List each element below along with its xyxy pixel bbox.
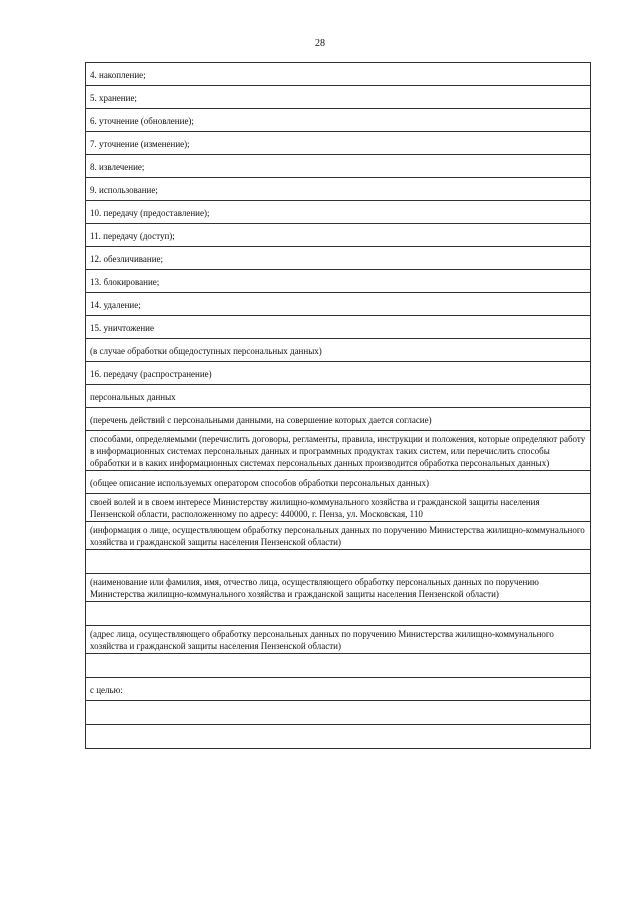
- table-cell: 8. извлечение;: [86, 155, 591, 178]
- table-row: [86, 86, 591, 109]
- table-row-empty: [86, 701, 591, 725]
- table-row-empty: [86, 725, 591, 749]
- table-cell: [86, 654, 591, 678]
- table-cell: способами, определяемыми (перечислить договоры, регламенты, правила, инструкции и положения, которые определяют работу в информационных системах персональных данных и программных продуктах таких систем, или перечислить способы обработки и в каких информационных системах персональных данных производится обработка персональных данных): [86, 431, 591, 471]
- table-cell: 11. передачу (доступ);: [86, 224, 591, 247]
- table-row-empty: [86, 654, 591, 678]
- table-row: [86, 408, 591, 431]
- table-row: [86, 155, 591, 178]
- table-cell: 9. использование;: [86, 178, 591, 201]
- table-cell: [86, 550, 591, 574]
- table-row: [86, 293, 591, 316]
- table-cell: (общее описание используемых оператором способов обработки персональных данных): [86, 471, 591, 494]
- table-row: [86, 574, 591, 602]
- table-cell: 12. обезличивание;: [86, 247, 591, 270]
- consent-form-table: [85, 62, 591, 749]
- table-cell: [86, 602, 591, 626]
- table-cell: 13. блокирование;: [86, 270, 591, 293]
- table-row: [86, 522, 591, 550]
- table-cell: 10. передачу (предоставление);: [86, 201, 591, 224]
- table-cell: (перечень действий с персональными данными, на совершение которых дается согласие): [86, 408, 591, 431]
- table-cell: (наименование или фамилия, имя, отчество лица, осуществляющего обработку персональных данных по поручению Министерства жилищно-коммунального хозяйства и гражданской защиты населения Пензенской области): [86, 574, 591, 602]
- page-number: 28: [315, 38, 325, 49]
- table-row: [86, 494, 591, 522]
- table-cell: 5. хранение;: [86, 86, 591, 109]
- table-cell: своей волей и в своем интересе Министерству жилищно-коммунального хозяйства и гражданской защиты населения Пензенской области, расположенному по адресу: 440000, г. Пенза, ул. Московская, 110: [86, 494, 591, 522]
- table-cell: 4. накопление;: [86, 63, 591, 86]
- table-row-empty: [86, 550, 591, 574]
- table-cell: 6. уточнение (обновление);: [86, 109, 591, 132]
- table-row: [86, 247, 591, 270]
- table-cell: (в случае обработки общедоступных персональных данных): [86, 339, 591, 362]
- table-cell: (адрес лица, осуществляющего обработку персональных данных по поручению Министерства жилищно-коммунального хозяйства и гражданской защиты населения Пензенской области): [86, 626, 591, 654]
- table-row: [86, 224, 591, 247]
- table-row: [86, 678, 591, 701]
- table-row: [86, 362, 591, 385]
- table-row: [86, 63, 591, 86]
- table-row: [86, 626, 591, 654]
- table-cell: [86, 701, 591, 725]
- table-cell: (информация о лице, осуществляющем обработку персональных данных по поручению Министерства жилищно-коммунального хозяйства и гражданской защиты населения Пензенской области): [86, 522, 591, 550]
- table-cell: 16. передачу (распространение): [86, 362, 591, 385]
- table-row: [86, 385, 591, 408]
- table-cell: с целью:: [86, 678, 591, 701]
- table-row: [86, 339, 591, 362]
- table-cell: [86, 725, 591, 749]
- table-cell: 15. уничтожение: [86, 316, 591, 339]
- table-row: [86, 201, 591, 224]
- table-cell: 14. удаление;: [86, 293, 591, 316]
- table-row: [86, 178, 591, 201]
- table-row: [86, 471, 591, 494]
- table-cell: 7. уточнение (изменение);: [86, 132, 591, 155]
- table-row-empty: [86, 602, 591, 626]
- table-row: [86, 316, 591, 339]
- table-row: [86, 109, 591, 132]
- table-row: [86, 431, 591, 471]
- table-row: [86, 132, 591, 155]
- table-row: [86, 270, 591, 293]
- table-cell: персональных данных: [86, 385, 591, 408]
